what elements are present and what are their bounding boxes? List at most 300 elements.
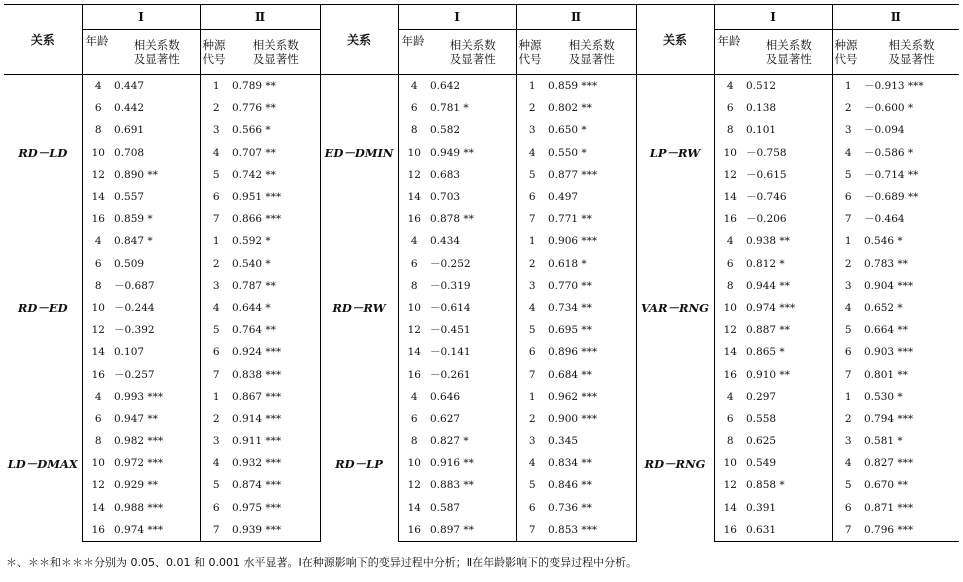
corr-header [430, 30, 516, 75]
corr-value-II: －0.714 ** [864, 168, 919, 181]
table-row [4, 97, 959, 119]
corr-value-II: 0.736 ** [548, 501, 592, 514]
table-footnote: ＊、＊＊和＊＊＊分别为 0.05、0.01 和 0.001 水平显著。Ⅰ在种源影响下的变异过程中分析；Ⅱ在年龄影响下的变异过程中分析。 [6, 556, 638, 569]
corr-value-I: 0.297 [746, 390, 777, 403]
age-cell: 10 [714, 452, 746, 474]
age-cell: 8 [82, 275, 114, 297]
corr-value-I: 0.582 [430, 124, 461, 137]
corr-value-I: 0.938 ** [746, 235, 790, 248]
corr-value-II: 0.914 *** [232, 412, 282, 425]
provenance-cell: 7 [516, 208, 548, 230]
corr-value-I: －0.261 [430, 368, 471, 381]
age-cell: 8 [82, 119, 114, 141]
provenance-header [200, 30, 232, 75]
provenance-cell: 2 [516, 97, 548, 119]
corr-value-I: 0.391 [746, 501, 777, 514]
table-row [4, 75, 959, 98]
corr-value-I: 0.865 * [746, 346, 785, 359]
corr-value-II: 0.846 ** [548, 479, 592, 492]
table-row [4, 208, 959, 230]
corr-value-I: 0.847 * [114, 235, 153, 248]
provenance-cell: 3 [516, 119, 548, 141]
corr-value-II: 0.801 ** [864, 368, 908, 381]
corr-value-II: 0.771 ** [548, 213, 592, 226]
corr-value-I: 0.101 [746, 124, 777, 137]
corr-value-I: 0.910 ** [746, 368, 790, 381]
age-cell: 14 [398, 341, 430, 363]
corr-value-II: 0.924 *** [232, 346, 282, 359]
corr-value-II: 0.834 ** [548, 457, 592, 470]
provenance-cell: 4 [516, 452, 548, 474]
age-cell: 4 [398, 386, 430, 408]
provenance-cell: 7 [832, 208, 864, 230]
provenance-cell: 6 [832, 497, 864, 519]
provenance-cell: 6 [832, 186, 864, 208]
corr-value-II: 0.497 [548, 191, 579, 204]
header-label-line: 相关系数 [765, 38, 812, 52]
header-label-line: 及显著性 [888, 52, 935, 66]
age-cell: 12 [398, 474, 430, 496]
age-cell: 14 [714, 341, 746, 363]
provenance-cell: 7 [516, 519, 548, 542]
age-cell: 6 [398, 408, 430, 430]
provenance-cell: 3 [200, 275, 232, 297]
corr-header [746, 30, 832, 75]
relation-name: RD－RW [320, 230, 398, 385]
table-row [4, 408, 959, 430]
age-cell: 16 [714, 363, 746, 385]
corr-value-II: 0.867 *** [232, 390, 282, 403]
age-cell: 12 [82, 474, 114, 496]
header-label-line: 年龄 [717, 34, 741, 48]
corr-value-II: 0.796 *** [864, 519, 959, 542]
table-row [4, 230, 959, 252]
corr-value-II: 0.650 * [548, 124, 587, 137]
age-cell: 10 [82, 297, 114, 319]
provenance-cell: 1 [516, 386, 548, 408]
corr-value-I: 0.549 [746, 457, 777, 470]
age-cell: 8 [714, 119, 746, 141]
table-row [4, 186, 959, 208]
corr-value-II: 0.975 *** [232, 501, 282, 514]
corr-value-I: 0.642 [430, 80, 461, 93]
age-cell: 4 [714, 75, 746, 98]
age-cell: 16 [714, 519, 746, 542]
table-row [4, 341, 959, 363]
corr-value-II: －0.600 * [864, 102, 914, 115]
age-cell: 12 [714, 164, 746, 186]
corr-value-II: 0.345 [548, 435, 579, 448]
age-cell: 6 [82, 408, 114, 430]
header-label-line: 及显著性 [252, 52, 299, 66]
corr-value-I: 0.887 ** [746, 324, 790, 337]
corr-value-II: 0.734 ** [548, 301, 592, 314]
corr-value-I: 0.929 ** [114, 479, 158, 492]
provenance-cell: 2 [200, 97, 232, 119]
corr-value-II: 0.764 ** [232, 324, 276, 337]
corr-value-II: 0.783 ** [864, 257, 908, 270]
relation-name: VAR－RNG [636, 230, 714, 385]
corr-value-II: 0.904 *** [864, 279, 914, 292]
correlation-table [4, 4, 959, 542]
corr-value-I: 0.646 [430, 390, 461, 403]
corr-value-II: 0.707 ** [232, 146, 276, 159]
group-II-header: Ⅱ [832, 5, 959, 30]
age-cell: 4 [82, 230, 114, 252]
provenance-cell: 7 [832, 519, 864, 542]
corr-value-I: －0.244 [114, 301, 155, 314]
provenance-cell: 4 [832, 452, 864, 474]
corr-value-II: 0.874 *** [232, 479, 282, 492]
corr-header [548, 30, 636, 75]
provenance-cell: 3 [832, 430, 864, 452]
corr-value-II: 0.871 *** [864, 501, 914, 514]
corr-value-II: 0.581 * [864, 435, 903, 448]
provenance-cell: 6 [200, 497, 232, 519]
table-row [4, 142, 959, 164]
corr-value-II: 0.787 ** [232, 279, 276, 292]
provenance-cell: 7 [832, 363, 864, 385]
corr-value-II: －0.689 ** [864, 191, 919, 204]
header-label-line: 相关系数 [568, 38, 615, 52]
provenance-cell: 3 [832, 275, 864, 297]
provenance-cell: 2 [516, 408, 548, 430]
age-cell: 12 [398, 319, 430, 341]
age-cell: 6 [714, 97, 746, 119]
age-cell: 16 [82, 519, 114, 542]
age-header [398, 30, 430, 75]
table-row [4, 119, 959, 141]
corr-value-II: 0.853 *** [548, 519, 636, 542]
corr-value-I: 0.974 *** [114, 519, 200, 542]
corr-header [864, 30, 959, 75]
table-row [4, 497, 959, 519]
age-cell: 10 [82, 142, 114, 164]
provenance-cell: 5 [516, 319, 548, 341]
provenance-cell: 4 [516, 142, 548, 164]
age-cell: 10 [714, 142, 746, 164]
age-cell: 8 [398, 119, 430, 141]
provenance-cell: 4 [200, 452, 232, 474]
group-II-header: Ⅱ [200, 5, 320, 30]
corr-value-I: 0.625 [746, 435, 777, 448]
header-label-line: 相关系数 [252, 38, 299, 52]
corr-value-I: 0.558 [746, 412, 777, 425]
corr-value-I: 0.691 [114, 124, 145, 137]
age-cell: 8 [398, 430, 430, 452]
provenance-cell: 6 [516, 341, 548, 363]
corr-value-II: 0.664 ** [864, 324, 908, 337]
age-cell: 10 [398, 452, 430, 474]
corr-value-I: 0.447 [114, 80, 145, 93]
corr-value-I: 0.442 [114, 102, 145, 115]
correlation-table-container [4, 4, 959, 542]
header-label-line: 相关系数 [449, 38, 496, 52]
relation-header: 关系 [320, 5, 398, 75]
corr-value-I: 0.972 *** [114, 457, 164, 470]
age-cell: 4 [714, 230, 746, 252]
group-I-header: Ⅰ [82, 5, 200, 30]
corr-value-I: －0.141 [430, 346, 471, 359]
table-row [4, 430, 959, 452]
corr-value-II: 0.896 *** [548, 346, 598, 359]
header-label-line: 相关系数 [888, 38, 935, 52]
provenance-cell: 1 [200, 386, 232, 408]
age-cell: 4 [714, 386, 746, 408]
relation-name: LD－DMAX [7, 456, 78, 471]
corr-value-II: －0.913 *** [864, 80, 924, 93]
age-cell: 4 [398, 230, 430, 252]
corr-value-II: －0.586 * [864, 146, 914, 159]
provenance-cell: 5 [832, 319, 864, 341]
age-cell: 12 [82, 164, 114, 186]
age-cell: 8 [82, 430, 114, 452]
provenance-cell: 1 [832, 75, 864, 98]
corr-value-I: 0.859 * [114, 213, 153, 226]
age-cell: 16 [82, 363, 114, 385]
provenance-cell: 5 [200, 474, 232, 496]
provenance-cell: 4 [200, 297, 232, 319]
age-cell: 6 [82, 97, 114, 119]
corr-value-II: 0.951 *** [232, 191, 282, 204]
relation-header: 关系 [4, 5, 82, 75]
age-header [714, 30, 746, 75]
corr-value-I: 0.993 *** [114, 390, 164, 403]
provenance-cell: 4 [832, 142, 864, 164]
header-label-line: 及显著性 [133, 52, 180, 66]
age-cell: 4 [398, 75, 430, 98]
header-label-line: 年龄 [401, 34, 425, 48]
age-cell: 8 [398, 275, 430, 297]
corr-value-I: 0.557 [114, 191, 145, 204]
header-label-line: 年龄 [85, 34, 109, 48]
corr-value-II: 0.877 *** [548, 168, 598, 181]
table-row [4, 474, 959, 496]
corr-value-I: －0.319 [430, 279, 471, 292]
provenance-cell: 4 [200, 142, 232, 164]
relation-name: RD－LP [320, 386, 398, 542]
corr-value-I: 0.944 ** [746, 279, 790, 292]
provenance-cell: 6 [832, 341, 864, 363]
table-row [4, 253, 959, 275]
age-cell: 8 [714, 275, 746, 297]
corr-value-I: 0.916 ** [430, 457, 474, 470]
age-cell: 6 [714, 253, 746, 275]
corr-value-I: 0.858 * [746, 479, 785, 492]
corr-value-II: 0.652 * [864, 301, 903, 314]
relation-name: RD－ED [17, 300, 68, 315]
age-cell: 12 [398, 164, 430, 186]
corr-value-I: 0.107 [114, 346, 145, 359]
header-label-line: 代号 [518, 52, 542, 66]
header-label-line: 种源 [834, 38, 858, 52]
age-cell: 6 [714, 408, 746, 430]
corr-value-I: 0.138 [746, 102, 777, 115]
header-label-line: 及显著性 [449, 52, 496, 66]
corr-value-II: 0.742 ** [232, 168, 276, 181]
provenance-cell: 5 [832, 164, 864, 186]
group-II-header: Ⅱ [516, 5, 636, 30]
relation-name: RD－LD [18, 145, 68, 160]
age-cell: 14 [82, 497, 114, 519]
provenance-cell: 7 [200, 363, 232, 385]
age-cell: 10 [398, 142, 430, 164]
age-cell: 14 [398, 186, 430, 208]
corr-value-I: －0.252 [430, 257, 471, 270]
age-cell: 10 [398, 297, 430, 319]
table-row [4, 164, 959, 186]
age-header [82, 30, 114, 75]
corr-value-I: －0.758 [746, 146, 787, 159]
age-cell: 6 [398, 253, 430, 275]
header-label-line: 及显著性 [765, 52, 812, 66]
provenance-cell: 3 [200, 119, 232, 141]
age-cell: 10 [82, 452, 114, 474]
corr-value-I: 0.947 ** [114, 412, 158, 425]
corr-value-II: 0.618 * [548, 257, 587, 270]
age-cell: 14 [398, 497, 430, 519]
table-row [4, 275, 959, 297]
corr-value-II: 0.903 *** [864, 346, 914, 359]
corr-value-II: 0.550 * [548, 146, 587, 159]
provenance-cell: 3 [200, 430, 232, 452]
corr-value-II: 0.592 * [232, 235, 271, 248]
age-cell: 12 [714, 474, 746, 496]
group-I-header: Ⅰ [714, 5, 832, 30]
corr-value-I: 0.587 [430, 501, 461, 514]
header-label-line: 代号 [202, 52, 226, 66]
corr-value-I: 0.512 [746, 80, 777, 93]
corr-value-II: 0.566 * [232, 124, 271, 137]
corr-value-II: 0.540 * [232, 257, 271, 270]
corr-value-II: 0.770 ** [548, 279, 592, 292]
provenance-cell: 1 [516, 230, 548, 252]
corr-value-II: 0.859 *** [548, 80, 598, 93]
corr-value-II: 0.789 ** [232, 80, 276, 93]
provenance-header [832, 30, 864, 75]
corr-value-I: －0.451 [430, 324, 471, 337]
age-cell: 4 [82, 75, 114, 98]
provenance-cell: 2 [832, 97, 864, 119]
corr-value-II: 0.962 *** [548, 390, 598, 403]
corr-value-I: 0.434 [430, 235, 461, 248]
relation-name: ED－DMIN [320, 75, 398, 231]
corr-value-I: 0.703 [430, 191, 461, 204]
provenance-cell: 1 [832, 230, 864, 252]
table-row [4, 519, 959, 542]
relation-header: 关系 [636, 5, 714, 75]
provenance-cell: 2 [516, 253, 548, 275]
relation-name: RD－RNG [636, 386, 714, 542]
provenance-cell: 5 [200, 164, 232, 186]
provenance-cell: 5 [832, 474, 864, 496]
table-row [4, 319, 959, 341]
corr-value-II: 0.838 *** [232, 368, 282, 381]
corr-value-II: 0.906 *** [548, 235, 598, 248]
provenance-cell: 2 [832, 408, 864, 430]
provenance-cell: 5 [200, 319, 232, 341]
corr-value-I: －0.687 [114, 279, 155, 292]
corr-value-I: 0.781 * [430, 102, 469, 115]
corr-value-I: 0.890 ** [114, 168, 158, 181]
corr-value-I: －0.392 [114, 324, 155, 337]
age-cell: 16 [398, 363, 430, 385]
provenance-cell: 5 [516, 164, 548, 186]
provenance-cell: 2 [832, 253, 864, 275]
age-cell: 14 [714, 497, 746, 519]
corr-value-I: －0.257 [114, 368, 155, 381]
provenance-cell: 2 [200, 408, 232, 430]
provenance-header [516, 30, 548, 75]
corr-value-I: －0.746 [746, 191, 787, 204]
table-row [4, 386, 959, 408]
header-label-line: 代号 [834, 52, 858, 66]
corr-value-II: 0.802 ** [548, 102, 592, 115]
header-label-line: 相关系数 [133, 38, 180, 52]
corr-value-II: 0.776 ** [232, 102, 276, 115]
corr-value-I: －0.615 [746, 168, 787, 181]
corr-value-I: 0.897 ** [430, 519, 516, 542]
corr-value-I: 0.988 *** [114, 501, 164, 514]
group-I-header: Ⅰ [398, 5, 516, 30]
corr-header [114, 30, 200, 75]
table-row [4, 297, 959, 319]
corr-value-I: 0.878 ** [430, 213, 474, 226]
corr-value-I: 0.631 [746, 519, 832, 542]
age-cell: 16 [82, 208, 114, 230]
provenance-cell: 3 [516, 430, 548, 452]
corr-value-II: 0.939 *** [232, 519, 320, 542]
corr-value-I: －0.614 [430, 301, 471, 314]
corr-value-I: 0.883 ** [430, 479, 474, 492]
age-cell: 12 [82, 319, 114, 341]
provenance-cell: 6 [200, 341, 232, 363]
provenance-cell: 7 [200, 519, 232, 542]
corr-header [232, 30, 320, 75]
table-row [4, 452, 959, 474]
age-cell: 16 [398, 519, 430, 542]
provenance-cell: 4 [516, 297, 548, 319]
table-row [4, 363, 959, 385]
corr-value-II: 0.932 *** [232, 457, 282, 470]
age-cell: 10 [714, 297, 746, 319]
provenance-cell: 2 [200, 253, 232, 275]
header-label-line: 种源 [518, 38, 542, 52]
corr-value-II: 0.794 *** [864, 412, 914, 425]
corr-value-I: 0.827 * [430, 435, 469, 448]
provenance-cell: 7 [200, 208, 232, 230]
header-label-line: 及显著性 [568, 52, 615, 66]
corr-value-II: －0.094 [864, 124, 905, 137]
corr-value-II: 0.546 * [864, 235, 903, 248]
corr-value-II: 0.827 *** [864, 457, 914, 470]
provenance-cell: 7 [516, 363, 548, 385]
corr-value-I: 0.949 ** [430, 146, 474, 159]
corr-value-II: 0.900 *** [548, 412, 598, 425]
corr-value-I: 0.974 *** [746, 301, 796, 314]
corr-value-II: 0.644 * [232, 301, 271, 314]
age-cell: 14 [714, 186, 746, 208]
corr-value-II: 0.695 ** [548, 324, 592, 337]
age-cell: 4 [82, 386, 114, 408]
corr-value-I: 0.982 *** [114, 435, 164, 448]
age-cell: 16 [714, 208, 746, 230]
corr-value-I: －0.206 [746, 213, 787, 226]
age-cell: 6 [82, 253, 114, 275]
corr-value-II: －0.464 [864, 213, 905, 226]
age-cell: 12 [714, 319, 746, 341]
provenance-cell: 3 [832, 119, 864, 141]
